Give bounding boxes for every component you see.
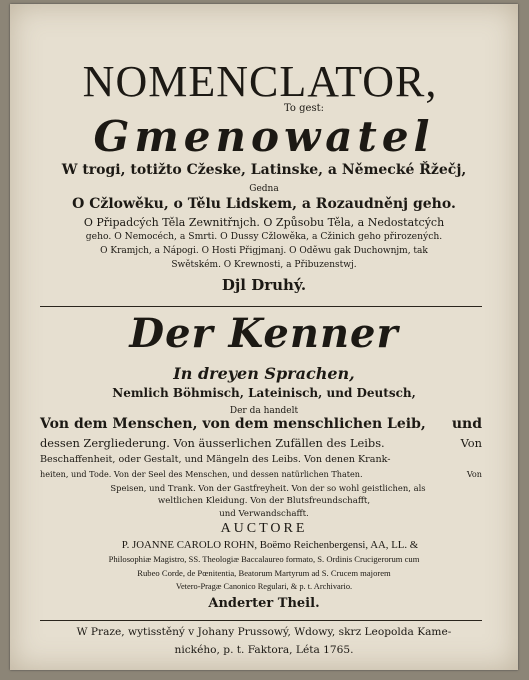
czech-topics-line-2: O Připadcých Těla Zewnitřnjch. O Způsobu Těla, a Nedostatcých	[83, 216, 445, 229]
in-dreyen-sprachen: In dreyen Sprachen,	[173, 364, 355, 383]
author-line-2: Philosophiæ Magistro, SS. Theologiæ Baccalaureo formato, S. Ordinis Crucigerorum cum	[108, 554, 420, 564]
title-nomenclator: NOMENCLATOR,	[82, 57, 438, 106]
german-body-line-1	[40, 416, 482, 432]
czech-languages-line: W trogi, totižto Cžeske, Latinske, a Německé Řžečj,	[61, 162, 467, 178]
der-da-handelt: Der da handelt	[229, 406, 299, 416]
czech-topics-line-1: O Cžlowěku, o Tělu Lidskem, a Rozaudněnj geho.	[72, 196, 456, 212]
title-page	[10, 4, 518, 670]
german-body-line-1-end: und	[451, 416, 482, 432]
divider-rule-bottom	[40, 620, 482, 621]
part-two-czech: Djl Druhý.	[221, 276, 307, 294]
german-body-line-3-text: Beschaffenheit, oder Gestalt, und Mängeln des Leibs. Von denen Krank-	[40, 454, 391, 465]
auctore-label: AUCTORE	[220, 521, 308, 536]
divider-rule-top	[40, 306, 482, 307]
german-languages-line: Nemlich Böhmisch, Lateinisch, und Deutsch,	[112, 386, 416, 400]
imprint-line-1: W Praze, wytisstěný v Johany Prussowý, Wdowy, skrz Leopolda Kame-	[76, 626, 452, 638]
title-der-kenner: Der Kenner	[129, 310, 399, 357]
title-gmenowatel: Gmenowatel	[93, 112, 435, 161]
german-body-line-2	[40, 436, 482, 450]
author-line-1: P. JOANNE CAROLO ROHN, Boëmo Reichenbergensi, AA, LL. &	[121, 539, 419, 551]
german-body-line-2-text: dessen Zergliederung. Von äusserlichen Zufällen des Leibs.	[40, 436, 385, 450]
subtitle-to-gest: To gest:	[284, 103, 324, 114]
german-body-line-4-end: Von	[466, 469, 482, 479]
part-two-german: Anderter Theil.	[208, 596, 320, 611]
german-body-line-4	[40, 469, 482, 479]
german-body-line-3	[40, 454, 482, 465]
german-body-line-2-end: Von	[460, 436, 482, 450]
german-body-line-4-text: heiten, und Tode. Von der Seel des Menschen, und dessen natürlichen Thaten.	[40, 469, 363, 479]
author-line-3: Rubeo Corde, de Pœnitentia, Beatorum Martyrum ad S. Crucem majorem	[137, 568, 391, 578]
gedna-word: Gedna	[249, 184, 279, 194]
german-body-line-7: und Verwandschafft.	[219, 509, 309, 519]
imprint-line-2: nického, p. t. Faktora, Léta 1765.	[174, 644, 354, 656]
author-line-4: Vetero-Pragæ Canonico Regulari, & p. t. Archivario.	[175, 582, 353, 591]
czech-topics-line-3: geho. O Nemocéch, a Smrti. O Dussy Cžlowěka, a Cžinich geho přirozených.	[85, 231, 443, 242]
czech-topics-line-5: Swětském. O Krewnosti, a Přibuzenstwj.	[171, 260, 357, 270]
czech-topics-line-4: O Kramjch, a Nápogi. O Hosti Přigjmanj. O Oděwu gak Duchownjm, tak	[100, 246, 428, 256]
german-body-line-5: Speisen, und Trank. Von der Gastfreyheit. Von der so wohl geistlichen, als	[110, 483, 426, 493]
german-body-line-6: weltlichen Kleidung. Von der Blutsfreundschafft,	[157, 496, 371, 506]
german-body-line-1-text: Von dem Menschen, von dem menschlichen Leib,	[40, 416, 426, 432]
